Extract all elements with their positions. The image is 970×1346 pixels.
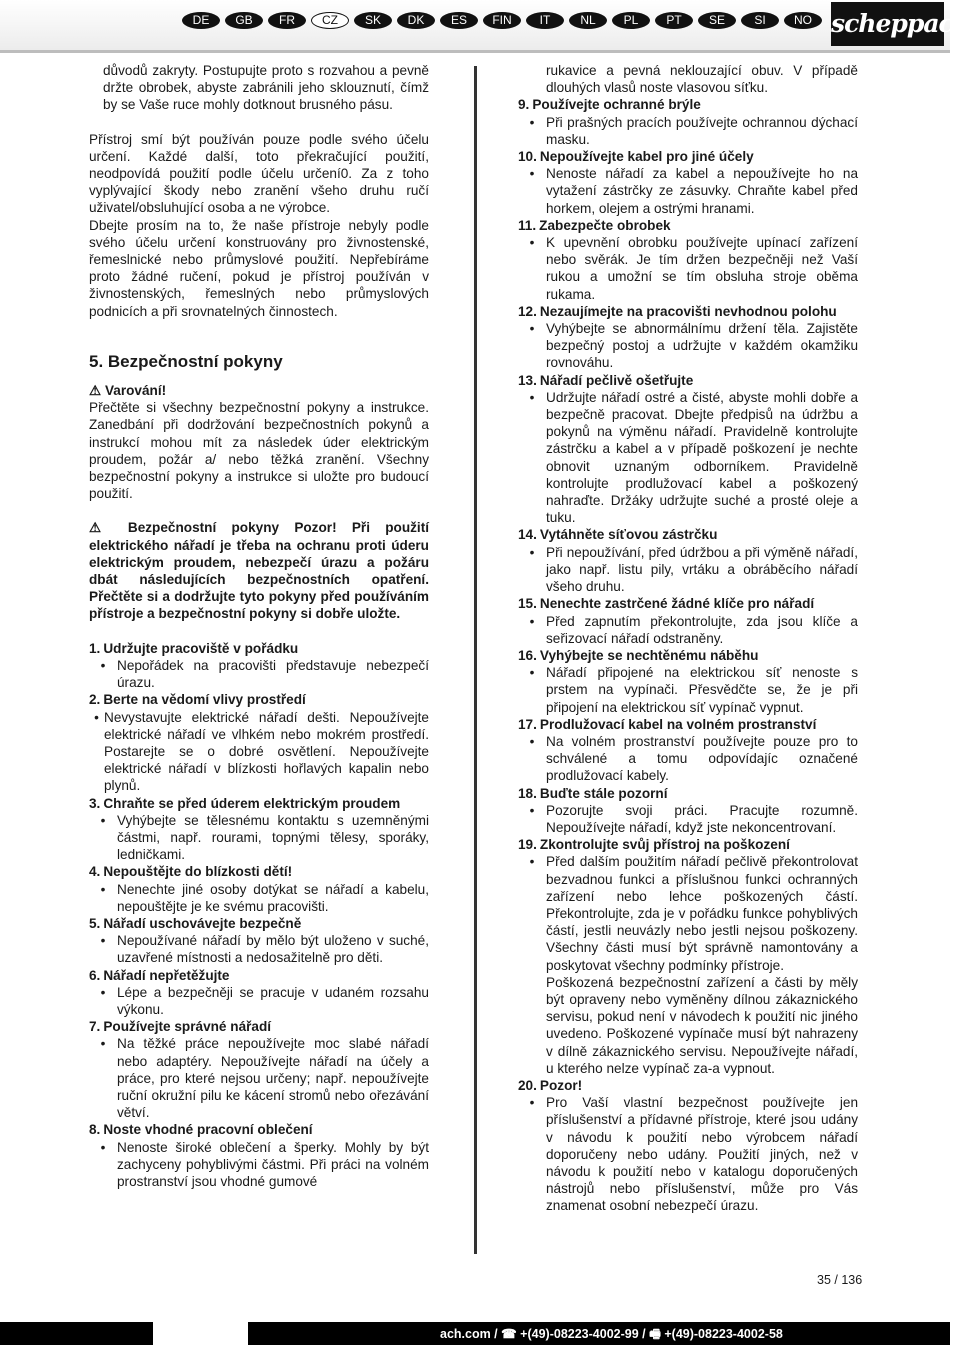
list-item-number: 7. [89, 1019, 101, 1035]
list-item-title [89, 640, 429, 657]
list-item-title [89, 1121, 429, 1138]
list-item-title [518, 148, 858, 165]
list-item-number: 8. [89, 1122, 101, 1138]
list-item-text: Pozorujte svoji práci. Pracujte rozumně. Nepoužívejte nářadí, když jste nekoncentrovaní. [546, 802, 858, 835]
list-item-number: 18. [518, 785, 537, 801]
list-item-title [518, 1077, 858, 1094]
list-item-heading: Nenechte zastrčené žádné klíče pro nářadí [539, 596, 815, 612]
list-item-title [89, 1018, 429, 1035]
list-item-bullet: • Nenoste široké oblečení a šperky. Mohly by být zachyceny pohyblivými částmi. Při práci na volném prostranství jsou vhodné gumové [100, 1139, 429, 1189]
list-item-text: Při nepoužívání, před údržbou a při výměně nářadí, jako např. listu pily, vrtáku a obráběcího nářadí všeho druhu. [546, 544, 858, 595]
language-cz[interactable]: CZ [311, 12, 349, 29]
list-item-number: 15. [518, 596, 537, 612]
list-item-title [518, 836, 858, 853]
column-divider [474, 66, 477, 1254]
list-item-title [518, 372, 858, 389]
list-item-heading: Chraňte se před úderem elektrickým proudem [103, 795, 401, 811]
safety-list-right [518, 96, 858, 1214]
language-selector [182, 12, 822, 29]
list-item-title [518, 96, 858, 113]
list-item-heading: Buďte stále pozorní [539, 785, 668, 801]
safety-list-left [89, 640, 429, 1191]
list-item-bullet: • Na volném prostranství používejte pouze pro to schválené a tomu odpovídajíc označené prodlužovací kabely. [529, 733, 858, 784]
list-item-heading: Pozor! [539, 1077, 583, 1093]
list-item-number: 5. [89, 915, 101, 931]
language-es[interactable]: ES [440, 12, 478, 29]
list-item-text: Před dalším použitím nářadí pečlivě překontrolovat bezvadnou funkci a příslušnou funkci ochranných zařízení nebo lehce poškozených částí. Překontrolujte, zda je v pořádku funkce pohyblivých částí, jestli neuvázly nebo jestli nejsou poškozeny. Všechny části musí být správně namontovány a poskytovat všechny podmínky přístroje. [546, 854, 858, 973]
list-item-bullet: • Před dalším použitím nářadí pečlivě překontrolovat bezvadnou funkci a příslušnou funkci ochranných zařízení nebo lehce poškozených částí. Překontrolujte, zda je v pořádku funkce pohyblivých částí, jestli neuvázly nebo jestli nejsou poškozeny. Všechny části musí být správně namontovány a poskytovat všechny podmínky přístroje. [529, 854, 858, 973]
list-item-heading: Nepouštějte do blízkosti dětí! [103, 864, 293, 880]
list-item-number: 20. [518, 1077, 537, 1093]
footer-bar [0, 1322, 950, 1345]
list-item-heading: Vytáhněte síťovou zástrčku [539, 527, 718, 543]
language-pt[interactable]: PT [655, 12, 693, 29]
list-item-text: Vyhýbejte se abnormálnímu držení těla. Zajistěte bezpečný postoj a udržujte v každém okamžiku rovnováhu. [546, 321, 858, 371]
list-item-title [89, 967, 429, 984]
caution-paragraph: ⚠ Bezpečnostní pokyny Pozor! Při použití elektrického nářadí je třeba na ochranu proti úderu elektrickým proudem, nebezpečí úrazu a požáru dbát následujících bezpečnostních opatření. Přečtěte si a dodržujte tyto pokyny před používáním přístroje a bezpečnostní pokyny si dobře uložte. [89, 520, 429, 622]
list-item-text: Nevystavujte elektrické nářadí dešti. Nepoužívejte elektrické nářadí ve vlhkém nebo mokrém prostředí. Postarejte se o dobré osvětlení. Nepoužívejte elektrické nářadí v blízkosti hořlavých kapalin nebo plynů. [104, 709, 429, 794]
list-item-title [518, 716, 858, 733]
list-item-bullet: • Vyhýbejte se abnormálnímu držení těla. Zajistěte bezpečný postoj a udržujte v každém okamžiku rovnováhu. [529, 321, 858, 371]
language-si[interactable]: SI [741, 12, 779, 29]
list-item-title [518, 217, 858, 234]
list-item-number: 12. [518, 303, 537, 319]
list-item-text: K upevnění obrobku používejte upínací zařízení nebo svěrák. Je tím držen bezpečněji než Vaší rukou a umožní se tím obsluha stroje oběma rukama. [546, 235, 858, 302]
list-item-number: 1. [89, 640, 101, 656]
language-sk[interactable]: SK [354, 12, 392, 29]
list-item-bullet: • Nářadí připojené na elektrickou síť nenoste s prstem na vypínači. Přesvědčte se, že je při připojení na elektrickou síť vypínač vypnut. [529, 665, 858, 715]
language-se[interactable]: SE [698, 12, 736, 29]
language-no[interactable]: NO [784, 12, 822, 29]
list-item-bullet: • Udržujte nářadí ostré a čisté, abyste mohli dobře a bezpečně pracovat. Dbejte předpisů na údržbu a pokynů na výměnu nářadí. Pravidelně kontrolujte zástrčku a kabel a v případě poškození je nechte obnovit uznaným odborníkem. Pravidelně kontrolujte prodlužovací kabel a poškozený nahraďte. Držáky udržujte suché a prosté oleje a tuku. [529, 389, 858, 526]
list-item-heading: Používejte správné nářadí [103, 1019, 272, 1035]
language-fin[interactable]: FIN [483, 12, 521, 29]
list-item-heading: Berte na vědomí vlivy prostředí [103, 692, 306, 708]
commercial-use-paragraph: Dbejte prosím na to, že naše přístroje nebyly podle svého účelu určení konstruovány pro živnostenské, řemeslnické nebo průmyslové použití. Nepřebíráme proto žádné ručení, pokud je přístroj používán v živnostenských, řemeslných nebo průmyslových podnicích a při srovnatelných činnostech. [89, 217, 429, 319]
warning-heading: ⚠ Varování! [89, 383, 167, 399]
list-item-text: Nenechte jiné osoby dotýkat se nářadí a kabelu, nepouštějte je ke svému pracovišti. [117, 881, 429, 914]
language-dk[interactable]: DK [397, 12, 435, 29]
list-item-heading: Nepoužívejte kabel pro jiné účely [539, 149, 754, 165]
list-item-bullet: • Nenechte jiné osoby dotýkat se nářadí a kabelu, nepouštějte je ke svému pracovišti. [100, 881, 429, 914]
brand-logo: scheppach [831, 2, 944, 46]
list-item-bullet: • Nenoste nářadí za kabel a nepoužívejte ho na vytažení zástrčky ze zásuvky. Chraňte kabel před horkem, olejem a ostrými hranami. [529, 166, 858, 216]
list-item-bullet: • Lépe a bezpečněji se pracuje v udaném rozsahu výkonu. [100, 984, 429, 1017]
list-item-extra-text: Poškozená bezpečnostní zařízení a části by měly být opraveny nebo vyměněny dílnou zákaznického servisu, pokud není v návodech k použití nic jiného uvedeno. Poškozené vypínače musí být nahrazeny v dílně zákaznického servisu. Nepoužívejte nářadí, u kterého nelze vypínač za-a vypnout. [546, 974, 858, 1076]
page-number: 35 / 136 [817, 1273, 863, 1287]
list-item-number: 9. [518, 97, 530, 113]
list-item-title [518, 595, 858, 612]
list-item-title [518, 647, 858, 664]
language-nl[interactable]: NL [569, 12, 607, 29]
intro-paragraph: důvodů zakryty. Postupujte proto s rozvahou a pevně držte obrobek, abyste zabránili jeho sklouznutí, čímž by se Vaše ruce mohly dotknout brusného pásu. [103, 63, 429, 113]
list-item-bullet: • Nevystavujte elektrické nářadí dešti. Nepoužívejte elektrické nářadí ve vlhkém nebo mokrém prostředí. Postarejte se o dobré osvětlení. Nepoužívejte elektrické nářadí v blízkosti hořlavých kapalin nebo plynů. [94, 709, 429, 794]
list-item-number: 17. [518, 716, 537, 732]
list-item-title [89, 863, 429, 880]
list-item-text: Vyhýbejte se tělesnému kontaktu s uzemněnými částmi, např. rourami, topnými tělesy, sporáky, ledničkami. [117, 812, 429, 863]
list-item-text: Udržujte nářadí ostré a čisté, abyste mohli dobře a bezpečně pracovat. Dbejte předpisů na údržbu a pokynů na výměnu nářadí. Pravidelně kontrolujte zástrčku a kabel a v případě poškození je nechte obnovit uznaným odborníkem. Pravidelně kontrolujte prodlužovací kabel a poškozený nahraďte. Držáky udržujte suché a prosté oleje a tuku. [546, 389, 858, 526]
list-item-text: Nenoste široké oblečení a šperky. Mohly by být zachyceny pohyblivými částmi. Při práci na volném prostranství jsou vhodné gumové [117, 1139, 429, 1189]
list-item-text: Před zapnutím překontrolujte, zda jsou klíče a seřizovací nářadí odstraněny. [546, 613, 858, 646]
list-item-bullet: • Při prašných pracích používejte ochrannou dýchací masku. [529, 114, 858, 147]
list-item-bullet: • K upevnění obrobku používejte upínací zařízení nebo svěrák. Je tím držen bezpečněji než Vaší rukou a umožní se tím obsluha stroje oběma rukama. [529, 235, 858, 302]
list-item-text: Lépe a bezpečněji se pracuje v udaném rozsahu výkonu. [117, 984, 429, 1017]
header-bar [0, 0, 970, 53]
list-item-text: Nepořádek na pracovišti představuje nebezpečí úrazu. [117, 657, 429, 691]
list-item-title [518, 785, 858, 802]
warning-text: Přečtěte si všechny bezpečnostní pokyny a instrukce. Zanedbání při dodržování bezpečnostních pokynů a instrukcí mohou mít za následek úder elektrickým proudem, požár a/ nebo těžká zranění. Všechny bezpečnostní pokyny a instrukce si uložte pro budoucí použití. [89, 400, 429, 502]
list-item-bullet: • Před zapnutím překontrolujte, zda jsou klíče a seřizovací nářadí odstraněny. [529, 613, 858, 646]
list-item-bullet: • Vyhýbejte se tělesnému kontaktu s uzemněnými částmi, např. rourami, topnými tělesy, sporáky, ledničkami. [100, 812, 429, 863]
list-item-bullet: • Nepořádek na pracovišti představuje nebezpečí úrazu. [100, 657, 429, 691]
list-item-title [89, 915, 429, 932]
list-item-bullet: • Nepoužívané nářadí by mělo být uloženo v suché, uzavřené místnosti a nedosažitelně pro děti. [100, 933, 429, 966]
list-item-number: 3. [89, 795, 101, 811]
list-item-heading: Prodlužovací kabel na volném prostranství [539, 716, 817, 732]
footer-contact: ach.com / ☎ +(49)-08223-4002-99 / 🖷 +(49)-08223-4002-58 [440, 1327, 783, 1341]
list-item-title [89, 795, 429, 812]
list-item-heading: Nářadí nepřetěžujte [103, 967, 230, 983]
list-item-bullet: • Pozorujte svoji práci. Pracujte rozumně. Nepoužívejte nářadí, když jste nekoncentrovaní. [529, 802, 858, 835]
language-gb[interactable]: GB [225, 12, 263, 29]
list-item-text: Na volném prostranství používejte pouze pro to schválené a tomu odpovídajíc označené prodlužovací kabely. [546, 733, 858, 784]
list-item-number: 2. [89, 692, 101, 708]
list-item-text: Při prašných pracích používejte ochrannou dýchací masku. [546, 114, 858, 147]
list-item-heading: Používejte ochranné brýle [532, 97, 701, 113]
list-item-bullet: • Při nepoužívání, před údržbou a při výměně nářadí, jako např. listu pily, vrtáku a obráběcího nářadí všeho druhu. [529, 544, 858, 595]
list-item-heading: Nářadí uschovávejte bezpečně [103, 915, 302, 931]
list-item-heading: Zkontrolujte svůj přístroj na poškození [539, 837, 790, 853]
right-column [518, 62, 858, 1215]
list-item-bullet: • Na těžké práce nepoužívejte moc slabé nářadí nebo adaptéry. Nepoužívejte nářadí na účely a práce, pro které nejsou určeny; např. nepoužívejte ruční okružní pilu ke kácení stromů nebo ořezávání větví. [100, 1036, 429, 1121]
language-fr[interactable]: FR [268, 12, 306, 29]
list-item-number: 10. [518, 149, 537, 165]
list-item-bullet: • Pro Vaší vlastní bezpečnost používejte jen příslušenství a přídavné přístroje, které jsou udány v návodu k použití nebo výrobcem nářadí doporučeny nebo udány. Použití jiných, než v návodu k použití nebo v katalogu doporučených nástrojů nebo příslušenství, může pro Vás znamenat osobní nebezpečí úrazu. [529, 1095, 858, 1214]
intended-use-paragraph: Přístroj smí být používán pouze podle svého účelu určení. Každé další, toto překračující použití, neodpovídá použití podle účelu určení0. Za z toho vyplývající škody nebo zranění všeho druhu ručí uživatel/obsluhující osoba a ne výrobce. [89, 131, 429, 216]
left-column [89, 62, 429, 1190]
list-item-heading: Udržujte pracoviště v pořádku [103, 640, 299, 656]
language-it[interactable]: IT [526, 12, 564, 29]
continued-text: rukavice a pevná neklouzající obuv. V případě dlouhých vlasů noste vlasovou síťku. [546, 63, 858, 96]
list-item-text: Nepoužívané nářadí by mělo být uloženo v suché, uzavřené místnosti a nedosažitelně pro děti. [117, 933, 429, 966]
list-item-number: 6. [89, 967, 101, 983]
language-pl[interactable]: PL [612, 12, 650, 29]
list-item-title [518, 526, 858, 543]
list-item-number: 4. [89, 864, 101, 880]
list-item-text: Pro Vaší vlastní bezpečnost používejte jen příslušenství a přídavné přístroje, které jsou udány v návodu k použití nebo výrobcem nářadí doporučeny nebo udány. Použití jiných, než v návodu k použití nebo v katalogu doporučených nástrojů nebo příslušenství, může pro Vás znamenat osobní nebezpečí úrazu. [546, 1095, 858, 1214]
list-item-text: Na těžké práce nepoužívejte moc slabé nářadí nebo adaptéry. Nepoužívejte nářadí na účely a práce, pro které nejsou určeny; např. nepoužívejte ruční okružní pilu ke kácení stromů nebo ořezávání větví. [117, 1036, 429, 1121]
list-item-text: Nenoste nářadí za kabel a nepoužívejte ho na vytažení zástrčky ze zásuvky. Chraňte kabel před horkem, olejem a ostrými hranami. [546, 166, 858, 216]
language-de[interactable]: DE [182, 12, 220, 29]
list-item-number: 16. [518, 647, 537, 663]
list-item-number: 14. [518, 527, 537, 543]
list-item-heading: Noste vhodné pracovní oblečení [103, 1122, 313, 1138]
list-item-heading: Vyhýbejte se nechtěnému náběhu [539, 647, 759, 663]
list-item-heading: Nezaujímejte na pracovišti nevhodnou polohu [539, 303, 837, 319]
list-item-title [89, 691, 429, 708]
list-item-heading: Zabezpečte obrobek [539, 217, 671, 233]
list-item-number: 13. [518, 372, 537, 388]
list-item-title [518, 303, 858, 320]
list-item-number: 19. [518, 837, 537, 853]
section-heading: 5. Bezpečnostní pokyny [89, 351, 283, 371]
list-item-text: Nářadí připojené na elektrickou síť nenoste s prstem na vypínači. Přesvědčte se, že je při připojení na elektrickou síť vypínač vypnut. [546, 665, 858, 715]
list-item-heading: Nářadí pečlivě ošetřujte [539, 372, 694, 388]
list-item-number: 11. [518, 217, 537, 233]
